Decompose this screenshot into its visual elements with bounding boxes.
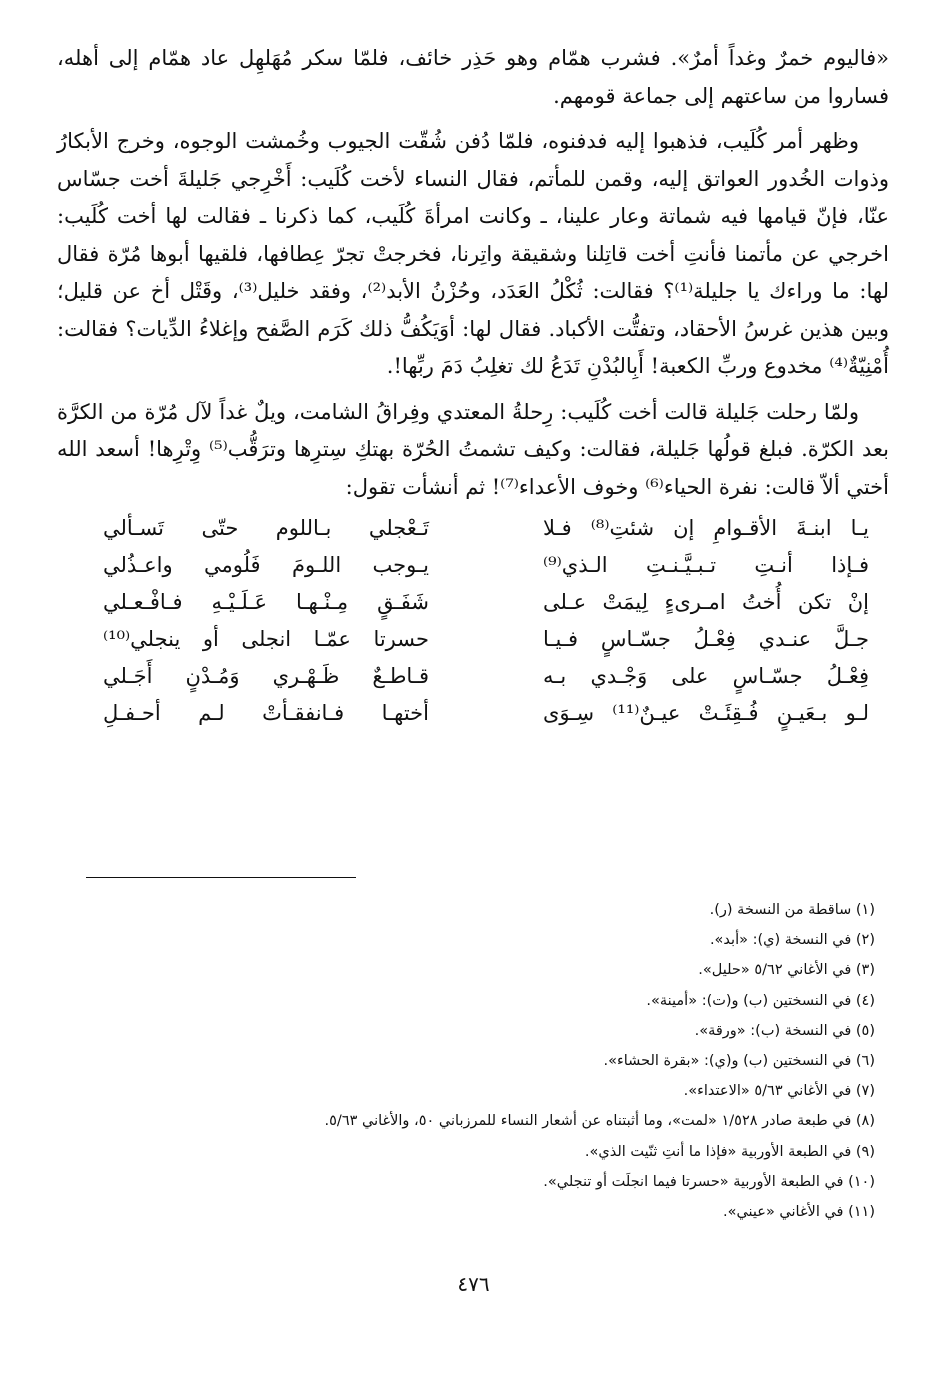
- footnote-divider: [86, 877, 356, 878]
- poem-verse-4-first: جـلَّ عنـدي فِعْـلُ جسّـاسٍ فـيـا: [543, 627, 869, 651]
- poem-verse-1-second: تَـعْجلي بـاللوم حتّى تَسـألي: [103, 516, 429, 540]
- footnote-10: (١٠) في الطبعة الأوربية «حسرتا فيما انجلَت أو تنجلي».: [543, 1173, 875, 1190]
- paragraph-2: وظهر أمر كُلَيب، فذهبوا إليه فدفنوه، فلمّا دُفن شُقّت الجيوب وخُمشت الوجوه، وخرج الأبكارُ وذوات الخُدور العواتق إليه، وقمن للمأتم، فقال النساء لأخت كُلَيب: أَخْرِجي جَليلةَ أخت جسّاس عنّا، فإنّ قيامها فيه شماتة وعار علينا، ـ وكانت امرأةَ كُلَيب، كما ذكرنا ـ فقالت لها أخت كُلَيب: اخرجي عن مأتمنا فأنتِ أخت قاتِلنا وشقيقة واتِرنا، فخرجتْ تجرّ عِطافها، فلقيها أبوها مُرّة فقال لها: ما وراءك يا جليلة⁽¹⁾؟ فقالت: ثُكْلُ العَدَد، وحُزْنُ الأبد⁽²⁾، وفقد خليل⁽³⁾، وقَتْل أخ عن قليل؛ وبين هذين غرسُ الأحقاد، وتفتُّت الأكباد. فقال لها: أوَيَكُفُّ ذلك كَرَم الصَّفح وإغلاءُ الدِّيات؟ فقالت: أُمْنِيّةٌ⁽⁴⁾ مخدوع وربِّ الكعبة! أَبِالبُدْنِ تَدَعُ لك تغلِبُ دَمَ ربِّها!.: [57, 129, 889, 378]
- footnote-7: (٧) في الأغاني ٥/٦٣ «الاعتداء».: [683, 1083, 875, 1100]
- footnote-5: (٥) في النسخة (ب): «ورقة».: [694, 1022, 875, 1039]
- poem-verse-3-second: شَفَـقٍ مِـنْـهـا عَـلَـيْـهِ فـافْـعـلي: [103, 590, 429, 614]
- main-text: [57, 40, 889, 734]
- poem-verse-6-first: لـو بـعَيـنٍ فُـقِئَـتْ عيـنٌ⁽¹¹⁾ سِـوَى: [543, 701, 869, 725]
- poem: [57, 510, 889, 734]
- poem-verse-2-second: يـوجب اللـومَ فَلُومي واعـذُلي: [103, 553, 429, 577]
- footnote-2: (٢) في النسخة (ي): «أبد».: [709, 932, 875, 949]
- footnote-4: (٤) في النسختين (ب) و(ت): «أمينة».: [646, 992, 875, 1009]
- poem-verse-5-first: فِعْـلُ جسّـاسٍ على وَجْـدي بـه: [543, 664, 869, 688]
- paragraph-1: «فاليوم خمرٌ وغداً أمرٌ». فشرب همّام وهو حَذِر خائف، فلمّا سكر مُهَلهِل عاد همّام إلى أهله، فساروا من ساعتهم إلى جماعة قومهم.: [57, 46, 889, 108]
- footnote-9: (٩) في الطبعة الأوربية «فإذا ما أنتِ ثنّيت الذي».: [584, 1143, 875, 1160]
- page-number: ٤٧٦: [457, 1272, 490, 1296]
- paragraph-3: ولمّا رحلت جَليلة قالت أخت كُلَيب: رِحلةُ المعتدي وفِراقُ الشامت، ويلٌ غداً لآل مُرّة من الكرَّة بعد الكرّة. فبلغ قولُها جَليلة، فقالت: وكيف تشمتُ الحُرّة بهتكِ سِترِها وترَقُّب⁽⁵⁾ وِتْرِها! أسعد الله أختي ألاّ قالت: نفرة الحياء⁽⁶⁾ وخوف الأعداء⁽⁷⁾! ثم أنشأت تقول:: [57, 399, 889, 499]
- poem-verse-4-second: حسرتا عمّـا انجلى أو ينجلي⁽¹⁰⁾: [103, 627, 429, 651]
- poem-verse-2-first: فـإذا أنـتِ تـبـيَّـنـتِ الـذي⁽⁹⁾: [543, 553, 869, 577]
- poem-verse-6-second: أختهـا فـانفقـأتْ لـم أحـفـلِ: [103, 701, 429, 725]
- footnote-8: (٨) في طبعة صادر ١/٥٢٨ «لمت»، وما أثبتناه عن أشعار النساء للمرزباني ٥٠، والأغاني ٥/٦٣.: [324, 1113, 875, 1130]
- poem-verse-5-second: قـاطـعٌ ظَـهْـري وَمُـدْنٍ أَجَـلي: [103, 664, 429, 688]
- footnote-3: (٣) في الأغاني ٥/٦٢ «حليل».: [698, 962, 875, 979]
- footnote-1: (١) ساقطة من النسخة (ر).: [709, 902, 875, 918]
- footnote-11: (١١) في الأغاني «عيني».: [722, 1204, 875, 1221]
- poem-verse-1-first: يـا ابنـةَ الأقـوامِ إن شئتِ⁽⁸⁾ فـلا: [543, 516, 869, 540]
- poem-verse-3-first: إنْ تكن أُختُ امـرىءٍ لِيمَتْ عـلى: [543, 590, 869, 614]
- footnotes: [85, 895, 875, 1227]
- footnote-6: (٦) في النسختين (ب) و(ي): «بقرة الحشاء».: [603, 1053, 875, 1070]
